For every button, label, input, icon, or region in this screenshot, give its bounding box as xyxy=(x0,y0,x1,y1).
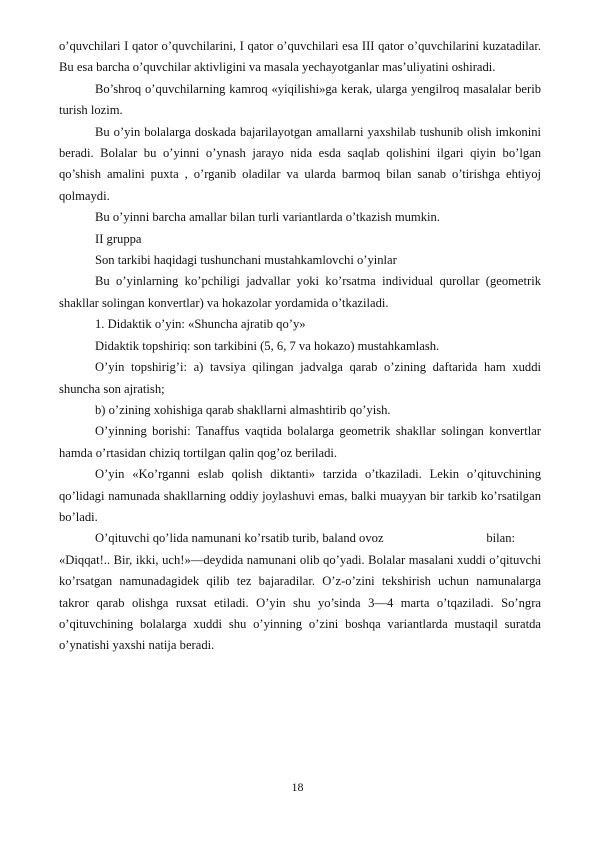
paragraph-6: O’yin «Ko’rganni eslab qolish diktanti» tarzida o’tkaziladi. Lekin o’qituvchining qo’lidagi namunada shakllarning oddiy joylashuvi emas, balki muayyan bir tarkib ko’rsatilgan bo’ladi. xyxy=(59,467,541,524)
split-line-right: bilan: xyxy=(486,531,515,546)
paragraph-3: Bu o’yin bolalarga doskada bajarilayotgan amallarni yaxshilab tushunib olish imkonini beradi. Bolalar bu o’yinni o’ynash jarayo nida esda saqlab qolishini ilgari qiyin bo’lgan qo’shish amalini puxta , o’rganib oladilar va ularda barmoq bilan sanab o’tirishga ehtiyoj qolmaydi. xyxy=(59,124,541,203)
split-line xyxy=(59,528,541,549)
final-paragraph: «Diqqat!.. Bir, ikki, uch!»—deydida namunani olib qo’yadi. Bolalar masalani xuddi o’qituvchi ko’rsatgan namunadagidek qilib tez bajaradilar. O’z-o’zini tekshirish uchun namunalarga takror qarab olishga ruxsat etiladi. O’yin shu yo’sinda 3—4 marta o’tqaziladi. So’ngra o’qituvchining bolalarga xuddi shu o’yinning o’zini boshqa variantlarda mustaqil suratda o’ynatishi yaxshi natija beradi. xyxy=(59,552,541,653)
paragraph-4: Bu o’yinni barcha amallar bilan turli variantlarda o’tkazish mumkin. xyxy=(95,210,440,225)
section-heading: II gruppa xyxy=(95,231,142,246)
game-task-a: O’yin topshirig’i: a) tavsiya qilingan jadvalga qarab o’zining daftarida ham xuddi shuncha son ajratish; xyxy=(59,360,541,396)
game-procedure: O’yinning borishi: Tanaffus vaqtida bolalarga geometrik shakllar solingan konvertlar hamda o’rtasidan chiziq tortilgan qalin qog’oz beriladi. xyxy=(59,424,541,460)
game-task-b: b) o’zining xohishiga qarab shakllarni almashtirib qo’yish. xyxy=(95,402,391,417)
page-number: 18 xyxy=(291,780,304,794)
game-title: 1. Didaktik o’yin: «Shuncha ajratib qo’y» xyxy=(95,317,306,332)
paragraph-5: Bu o’yinlarning ko’pchiligi jadvallar yoki ko’rsatma individual qurollar (geometrik shakllar solingan konvertlar) va hokazolar yordamida o’tkaziladi. xyxy=(59,274,541,310)
section-subtitle: Son tarkibi haqidagi tushunchani mustahkamlovchi o’yinlar xyxy=(95,253,397,268)
didactic-task: Didaktik topshiriq: son tarkibini (5, 6, 7 va hokazo) mustahkamlash. xyxy=(95,338,440,353)
document-body xyxy=(59,36,541,657)
paragraph-2: Bo’shroq o’quvchilarning kamroq «yiqilishi»ga kerak, ularga yengilroq masalalar berib turish lozim. xyxy=(59,81,541,118)
split-line-left: O’qituvchi qo’lida namunani ko’rsatib turib, baland ovoz xyxy=(95,531,384,546)
paragraph-1: o’quvchilari I qator o’quvchilarini, I qator o’quvchilari esa III qator o’quvchilarini kuzatadilar. Bu esa barcha o’quvchilar aktivligini va masala yechayotganlar mas’uliyatini oshiradi. xyxy=(59,39,541,75)
